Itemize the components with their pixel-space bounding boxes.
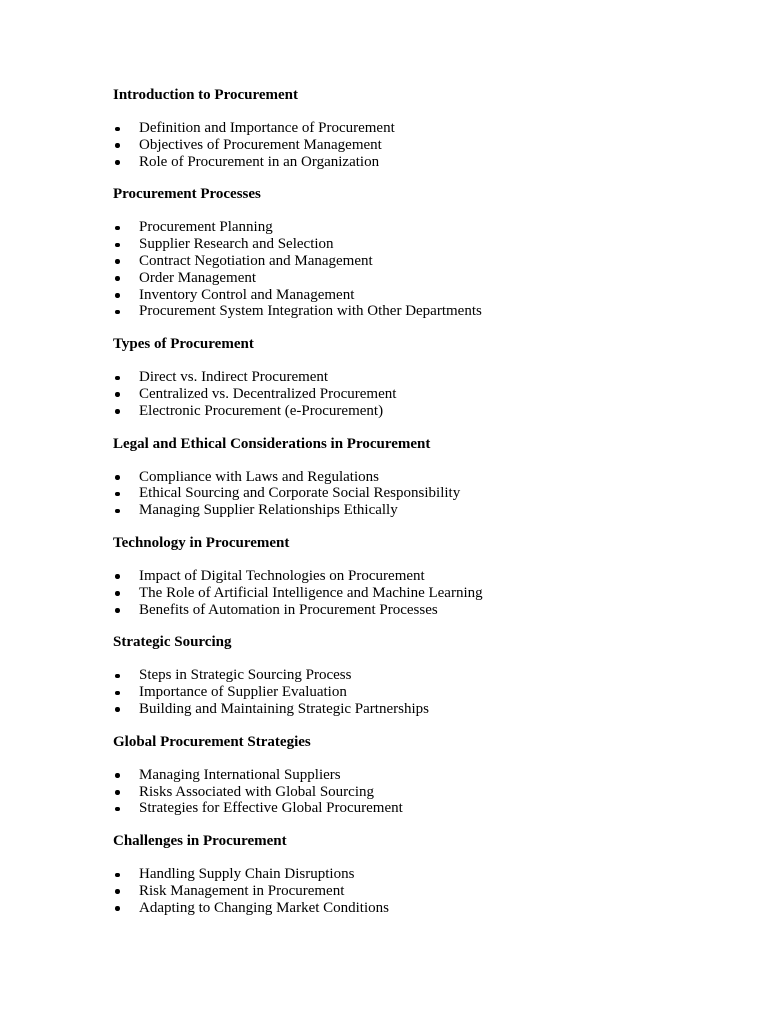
list-item bbox=[113, 900, 733, 917]
section bbox=[113, 634, 733, 717]
section-heading: Procurement Processes bbox=[113, 186, 261, 203]
bullet-dot-icon bbox=[115, 276, 120, 281]
bullet-dot-icon bbox=[115, 608, 120, 613]
bullet-list bbox=[113, 767, 733, 817]
bullet-dot-icon bbox=[115, 492, 120, 497]
list-item bbox=[113, 236, 733, 253]
list-item-text: Centralized vs. Decentralized Procurement bbox=[139, 385, 397, 402]
bullet-dot-icon bbox=[115, 376, 120, 381]
list-item-text: Impact of Digital Technologies on Procurement bbox=[139, 567, 425, 584]
list-item bbox=[113, 369, 733, 386]
section bbox=[113, 336, 733, 419]
list-item bbox=[113, 784, 733, 801]
section-heading: Technology in Procurement bbox=[113, 534, 290, 551]
bullet-dot-icon bbox=[115, 310, 120, 315]
section-heading: Introduction to Procurement bbox=[113, 87, 298, 103]
list-item-text: Definition and Importance of Procurement bbox=[139, 120, 395, 136]
bullet-dot-icon bbox=[115, 790, 120, 795]
list-item bbox=[113, 270, 733, 287]
list-item bbox=[113, 800, 733, 817]
section bbox=[113, 186, 733, 320]
bullet-dot-icon bbox=[115, 691, 120, 696]
list-item-text: Procurement System Integration with Other Departments bbox=[139, 303, 482, 320]
list-item-text: Adapting to Changing Market Conditions bbox=[139, 899, 389, 916]
list-item-text: Electronic Procurement (e-Procurement) bbox=[139, 402, 384, 419]
bullet-dot-icon bbox=[115, 143, 120, 148]
list-item bbox=[113, 137, 733, 154]
bullet-dot-icon bbox=[115, 259, 120, 264]
list-item-text: Order Management bbox=[139, 269, 257, 286]
document-body bbox=[113, 87, 733, 933]
list-item-text: Direct vs. Indirect Procurement bbox=[139, 369, 329, 386]
list-item-text: Role of Procurement in an Organization bbox=[139, 153, 380, 170]
list-item-text: Objectives of Procurement Management bbox=[139, 136, 382, 153]
list-item bbox=[113, 253, 733, 270]
section-heading: Types of Procurement bbox=[113, 336, 254, 353]
bullet-dot-icon bbox=[115, 127, 120, 132]
list-item bbox=[113, 219, 733, 236]
bullet-dot-icon bbox=[115, 293, 120, 298]
list-item bbox=[113, 469, 733, 486]
list-item bbox=[113, 667, 733, 684]
section-heading: Global Procurement Strategies bbox=[113, 733, 311, 750]
bullet-list bbox=[113, 568, 733, 618]
list-item bbox=[113, 386, 733, 403]
section-heading: Legal and Ethical Considerations in Procurement bbox=[113, 435, 431, 452]
bullet-dot-icon bbox=[115, 509, 120, 514]
list-item bbox=[113, 701, 733, 718]
list-item-text: Building and Maintaining Strategic Partnerships bbox=[139, 700, 429, 717]
list-item-text: Contract Negotiation and Management bbox=[139, 252, 373, 269]
list-item-text: Procurement Planning bbox=[139, 219, 273, 236]
bullet-dot-icon bbox=[115, 409, 120, 414]
list-item-text: Compliance with Laws and Regulations bbox=[139, 468, 379, 485]
list-item-text: Managing International Suppliers bbox=[139, 766, 341, 783]
list-item-text: Inventory Control and Management bbox=[139, 286, 355, 303]
bullet-dot-icon bbox=[115, 475, 120, 480]
list-item-text: Strategies for Effective Global Procurement bbox=[139, 800, 403, 817]
bullet-dot-icon bbox=[115, 889, 120, 894]
bullet-list bbox=[113, 219, 733, 320]
bullet-dot-icon bbox=[115, 906, 120, 911]
list-item bbox=[113, 585, 733, 602]
list-item-text: Supplier Research and Selection bbox=[139, 236, 334, 253]
section bbox=[113, 535, 733, 618]
list-item-text: Ethical Sourcing and Corporate Social Responsibility bbox=[139, 485, 461, 502]
bullet-dot-icon bbox=[115, 674, 120, 679]
list-item bbox=[113, 866, 733, 883]
list-item bbox=[113, 767, 733, 784]
list-item bbox=[113, 602, 733, 619]
bullet-dot-icon bbox=[115, 243, 120, 248]
bullet-dot-icon bbox=[115, 591, 120, 596]
bullet-list bbox=[113, 866, 733, 916]
list-item-text: Benefits of Automation in Procurement Processes bbox=[139, 601, 438, 618]
list-item-text: Handling Supply Chain Disruptions bbox=[139, 866, 355, 883]
list-item-text: Managing Supplier Relationships Ethically bbox=[139, 502, 398, 519]
bullet-dot-icon bbox=[115, 392, 120, 397]
list-item bbox=[113, 684, 733, 701]
section bbox=[113, 833, 733, 916]
list-item bbox=[113, 120, 733, 137]
list-item bbox=[113, 287, 733, 304]
section bbox=[113, 436, 733, 519]
bullet-dot-icon bbox=[115, 807, 120, 812]
bullet-list bbox=[113, 369, 733, 419]
section-heading: Strategic Sourcing bbox=[113, 634, 232, 651]
section bbox=[113, 87, 733, 170]
bullet-dot-icon bbox=[115, 574, 120, 579]
list-item-text: Steps in Strategic Sourcing Process bbox=[139, 667, 352, 684]
list-item bbox=[113, 883, 733, 900]
list-item bbox=[113, 568, 733, 585]
bullet-dot-icon bbox=[115, 226, 120, 231]
section-heading: Challenges in Procurement bbox=[113, 833, 287, 850]
list-item-text: Risk Management in Procurement bbox=[139, 882, 345, 899]
list-item bbox=[113, 303, 733, 320]
list-item-text: The Role of Artificial Intelligence and Machine Learning bbox=[139, 584, 483, 601]
section bbox=[113, 734, 733, 817]
list-item bbox=[113, 485, 733, 502]
bullet-dot-icon bbox=[115, 160, 120, 165]
list-item bbox=[113, 403, 733, 420]
list-item bbox=[113, 154, 733, 171]
list-item-text: Risks Associated with Global Sourcing bbox=[139, 783, 374, 800]
bullet-dot-icon bbox=[115, 707, 120, 712]
bullet-list bbox=[113, 469, 733, 519]
list-item bbox=[113, 502, 733, 519]
bullet-dot-icon bbox=[115, 773, 120, 778]
bullet-list bbox=[113, 120, 733, 170]
list-item-text: Importance of Supplier Evaluation bbox=[139, 684, 347, 701]
bullet-list bbox=[113, 667, 733, 717]
bullet-dot-icon bbox=[115, 873, 120, 878]
